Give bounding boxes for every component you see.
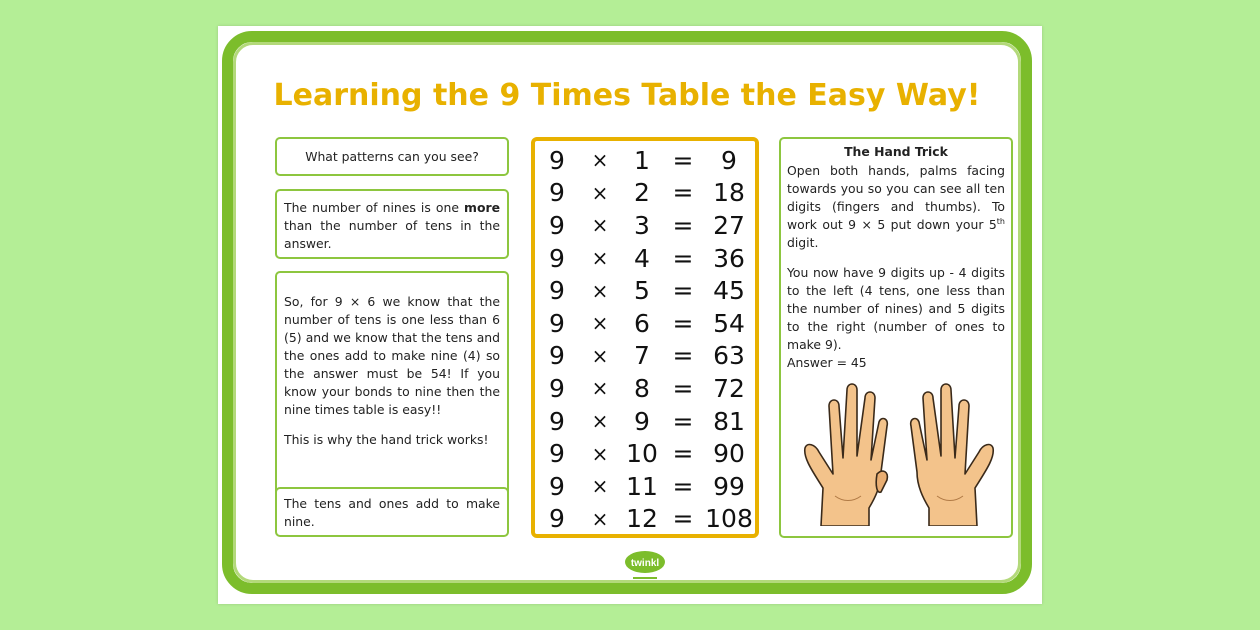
times-table-row [535, 405, 755, 438]
times-sign: × [591, 148, 609, 173]
equals-sign: = [672, 145, 694, 175]
multiplier: 6 [634, 308, 650, 338]
times-table-row [535, 372, 755, 405]
equals-sign: = [672, 276, 694, 306]
patterns-question-text: What patterns can you see? [305, 148, 479, 164]
twinkl-logo-icon [623, 548, 667, 584]
times-table-row [535, 437, 755, 470]
equals-sign: = [672, 308, 694, 338]
product: 63 [713, 341, 745, 371]
product: 72 [713, 373, 745, 403]
multiplier: 4 [634, 243, 650, 273]
explanation-paragraph: So, for 9 × 6 we know that the number of tens is one less than 6 (5) and we know that the tens and the ones add to make nine (4) so the answer must be 54! If you know your bonds to nine then the nine times table is easy!! [284, 294, 500, 417]
multiplicand: 9 [549, 373, 565, 403]
equals-sign: = [672, 178, 694, 208]
times-sign: × [591, 506, 609, 531]
product: 90 [713, 439, 745, 469]
multiplier: 11 [626, 471, 658, 501]
times-table-row [535, 242, 755, 275]
times-table-row [535, 340, 755, 373]
times-table-row [535, 144, 755, 177]
times-sign: × [591, 441, 609, 466]
worksheet [218, 26, 1042, 604]
product: 18 [713, 178, 745, 208]
explanation-box [275, 271, 509, 500]
multiplier: 9 [634, 406, 650, 436]
hands-illustration-icon [791, 376, 1005, 526]
times-table-row [535, 209, 755, 242]
multiplier: 5 [634, 276, 650, 306]
multiplier: 1 [634, 145, 650, 175]
green-frame [222, 31, 1032, 594]
multiplier: 12 [626, 504, 658, 534]
multiplier: 3 [634, 210, 650, 240]
product: 54 [713, 308, 745, 338]
product: 108 [705, 504, 753, 534]
product: 81 [713, 406, 745, 436]
times-sign: × [591, 246, 609, 271]
multiplicand: 9 [549, 341, 565, 371]
page-title: Learning the 9 Times Table the Easy Way! [273, 78, 981, 113]
hand-trick-instructions-post: digit. [787, 235, 819, 250]
nines-more-text [284, 199, 500, 253]
hand-trick-instructions [787, 162, 1005, 252]
hand-trick-instructions-pre: Open both hands, palms facing towards you so you can see all ten digits (fingers and thumbs). To work out 9 × 5 put down your 5 [787, 163, 1005, 232]
times-table-row [535, 503, 755, 536]
multiplicand: 9 [549, 243, 565, 273]
multiplier: 10 [626, 439, 658, 469]
times-sign: × [591, 376, 609, 401]
nines-more-text-bold: more [464, 200, 500, 215]
times-sign: × [591, 278, 609, 303]
multiplicand: 9 [549, 471, 565, 501]
nines-more-text-post: than the number of tens in the answer. [284, 218, 500, 251]
multiplicand: 9 [549, 406, 565, 436]
multiplier: 7 [634, 341, 650, 371]
logo-text: twinkl [630, 558, 660, 569]
equals-sign: = [672, 341, 694, 371]
equals-sign: = [672, 439, 694, 469]
patterns-question-box [275, 137, 509, 176]
hand-trick-superscript: th [996, 216, 1005, 226]
product: 45 [713, 276, 745, 306]
multiplicand: 9 [549, 308, 565, 338]
times-sign: × [591, 213, 609, 238]
multiplicand: 9 [549, 276, 565, 306]
product: 99 [713, 471, 745, 501]
times-sign: × [591, 409, 609, 434]
hand-trick-answer: Answer = 45 [787, 355, 867, 370]
product: 9 [721, 145, 737, 175]
times-table-row [535, 307, 755, 340]
times-sign: × [591, 180, 609, 205]
multiplicand: 9 [549, 178, 565, 208]
times-table-row [535, 470, 755, 503]
multiplier: 2 [634, 178, 650, 208]
product: 36 [713, 243, 745, 273]
hand-trick-reason: This is why the hand trick works! [284, 432, 489, 447]
nines-more-box [275, 189, 509, 259]
hand-trick-result: You now have 9 digits up - 4 digits to the left (4 tens, one less than the number of nines) and 5 digits to the right (number of ones to make 9). [787, 265, 1005, 352]
hand-trick-box [779, 137, 1013, 538]
product: 27 [713, 210, 745, 240]
times-sign: × [591, 343, 609, 368]
tens-ones-box [275, 487, 509, 537]
hand-trick-title: The Hand Trick [844, 144, 948, 159]
multiplicand: 9 [549, 504, 565, 534]
equals-sign: = [672, 373, 694, 403]
multiplier: 8 [634, 373, 650, 403]
equals-sign: = [672, 471, 694, 501]
times-table [531, 137, 759, 538]
multiplicand: 9 [549, 145, 565, 175]
times-sign: × [591, 474, 609, 499]
times-table-row [535, 274, 755, 307]
equals-sign: = [672, 406, 694, 436]
tens-ones-text: The tens and ones add to make nine. [284, 496, 500, 529]
multiplicand: 9 [549, 210, 565, 240]
equals-sign: = [672, 210, 694, 240]
nines-more-text-pre: The number of nines is one [284, 200, 465, 215]
multiplicand: 9 [549, 439, 565, 469]
equals-sign: = [672, 243, 694, 273]
times-table-row [535, 177, 755, 210]
times-sign: × [591, 311, 609, 336]
equals-sign: = [672, 504, 694, 534]
